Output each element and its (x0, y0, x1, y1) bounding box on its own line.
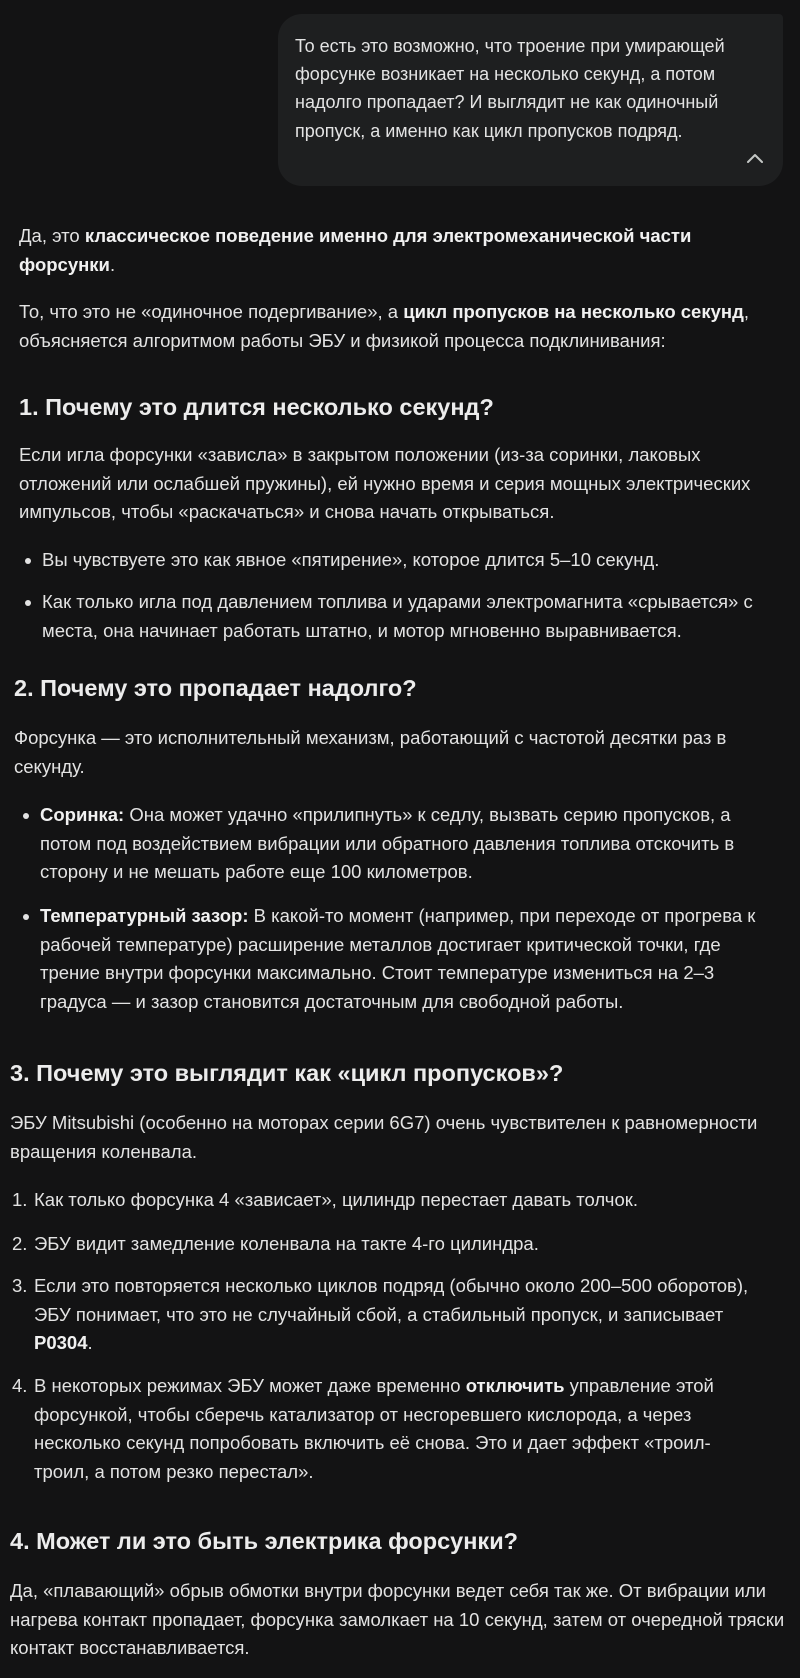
section-4-text: Да, «плавающий» обрыв обмотки внутри форсунки ведет себя так же. От вибрации или нагрева контакт пропадает, форсунка замолкает на 10 секунд, затем от очередной тряски контакт восстанавливается. (10, 1580, 785, 1658)
section-2-title: 2. Почему это пропадает надолго? (14, 675, 417, 701)
list-item: Как только игла под давлением топлива и ударами электромагнита «срывается» с места, она начинает работать штатно, и мотор мгновенно выравнивается. (42, 588, 777, 645)
bullet-dot (25, 558, 31, 564)
section-1-text: Если игла форсунки «зависла» в закрытом положении (из-за соринки, лаковых отложений или ослабшей пружины), ей нужно время и серия мощных электрических импульсов, чтобы «раскачаться» и снова начать открываться. (19, 444, 751, 522)
list-item: 1. Как только форсунка 4 «зависает», цилиндр перестает давать толчок. (12, 1189, 638, 1210)
bullet-dot (25, 600, 31, 606)
intro-paragraph-2: То, что это не «одиночное подергивание», а цикл пропусков на несколько секунд, объясняется алгоритмом работы ЭБУ и физикой процесса подклинивания: (19, 301, 749, 351)
bullet-dot (23, 914, 29, 920)
list-item: Соринка: Она может удачно «прилипнуть» к седлу, вызвать серию пропусков, а потом под воздействием вибрации или обратного давления топлива отскочить в сторону и не мешать работе еще 100 километров. (40, 801, 780, 887)
list-item: Температурный зазор: В какой-то момент (например, при переходе от прогрева к рабочей температуре) расширение металлов достигает критической точки, где трение внутри форсунки максимально. Стоит температуре измениться на 2–3 градуса — и зазор становится достаточным для свободной работы. (40, 902, 785, 1016)
bullet-dot (23, 813, 29, 819)
list-item: 4. В некоторых режимах ЭБУ может даже временно отключить управление этой форсункой, чтобы сберечь катализатор от несгоревшего кислорода, а через несколько секунд попробовать включить её снова. Это и дает эффект «троил-троил, а потом резко перестал». (12, 1375, 714, 1482)
section-3-text: ЭБУ Mitsubishi (особенно на моторах серии 6G7) очень чувствителен к равномерности вращения коленвала. (10, 1112, 758, 1162)
intro-paragraph-1: Да, это классическое поведение именно для электромеханической части форсунки. (19, 225, 692, 275)
section-1-title: 1. Почему это длится несколько секунд? (19, 394, 494, 420)
chevron-up-icon[interactable] (741, 144, 769, 172)
list-item: 3. Если это повторяется несколько циклов подряд (обычно около 200–500 оборотов), ЭБУ понимает, что это не случайный сбой, а стабильный пропуск, и записывает P0304. (12, 1275, 749, 1353)
section-3-title: 3. Почему это выглядит как «цикл пропусков»? (10, 1060, 564, 1086)
list-item: Вы чувствуете это как явное «пятирение», которое длится 5–10 секунд. (42, 546, 782, 575)
user-message-text: То есть это возможно, что троение при умирающей форсунке возникает на несколько секунд, а потом надолго пропадает? И выглядит не как одиночный пропуск, а именно как цикл пропусков подряд. (295, 36, 725, 141)
section-4-title: 4. Может ли это быть электрика форсунки? (10, 1528, 518, 1554)
section-2-text: Форсунка — это исполнительный механизм, работающий с частотой десятки раз в секунду. (14, 727, 727, 777)
user-message-bubble (278, 14, 783, 186)
list-item: 2. ЭБУ видит замедление коленвала на такте 4-го цилиндра. (12, 1233, 539, 1254)
